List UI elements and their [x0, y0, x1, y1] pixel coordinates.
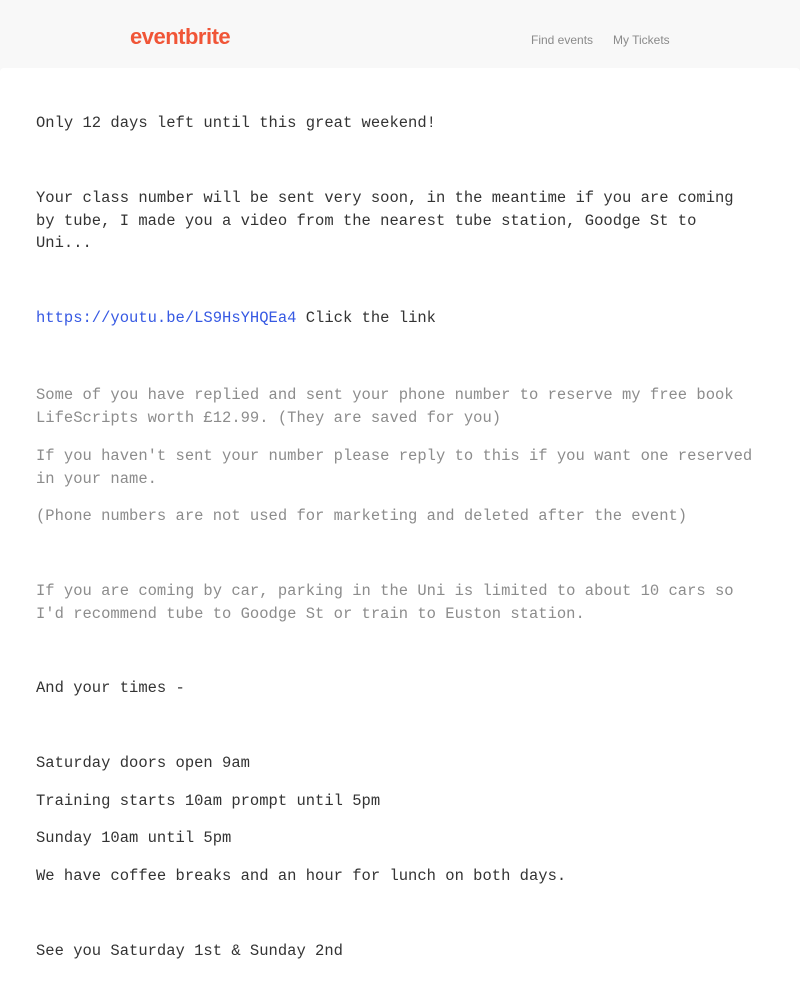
times-intro-text: And your times - [36, 679, 185, 697]
sunday-text: Sunday 10am until 5pm [36, 829, 232, 847]
replied-text: Some of you have replied and sent your phone number to reserve my free book LifeScripts worth £12.99. (They are saved for you) [36, 386, 743, 427]
header [0, 0, 800, 68]
see-you-text: See you Saturday 1st & Sunday 2nd [36, 942, 343, 960]
video-link-suffix: Click the link [296, 309, 436, 327]
car-text: If you are coming by car, parking in the Uni is limited to about 10 cars so I'd recommend tube to Goodge St or train to Euston station. [36, 582, 743, 623]
nav-find-events[interactable]: Find events [531, 33, 594, 47]
video-link-paragraph [36, 307, 756, 330]
class-number-text: Your class number will be sent very soon, in the meantime if you are coming by tube, I made you a video from the nearest tube station, Goodge St to Uni... [36, 189, 743, 252]
video-link[interactable]: https://youtu.be/LS9HsYHQEa4 [36, 309, 297, 327]
eventbrite-logo[interactable]: eventbrite [130, 24, 231, 49]
phone-note-text: (Phone numbers are not used for marketing and deleted after the event) [36, 507, 688, 525]
nav-my-tickets[interactable]: My Tickets [613, 33, 670, 47]
not-sent-text: If you haven't sent your number please reply to this if you want one reserved in your name. [36, 447, 762, 488]
saturday-doors-text: Saturday doors open 9am [36, 754, 250, 772]
countdown-text: Only 12 days left until this great weekend! [36, 114, 436, 132]
training-text: Training starts 10am prompt until 5pm [36, 792, 381, 810]
breaks-text: We have coffee breaks and an hour for lunch on both days. [36, 867, 567, 885]
email-body [0, 68, 800, 1000]
